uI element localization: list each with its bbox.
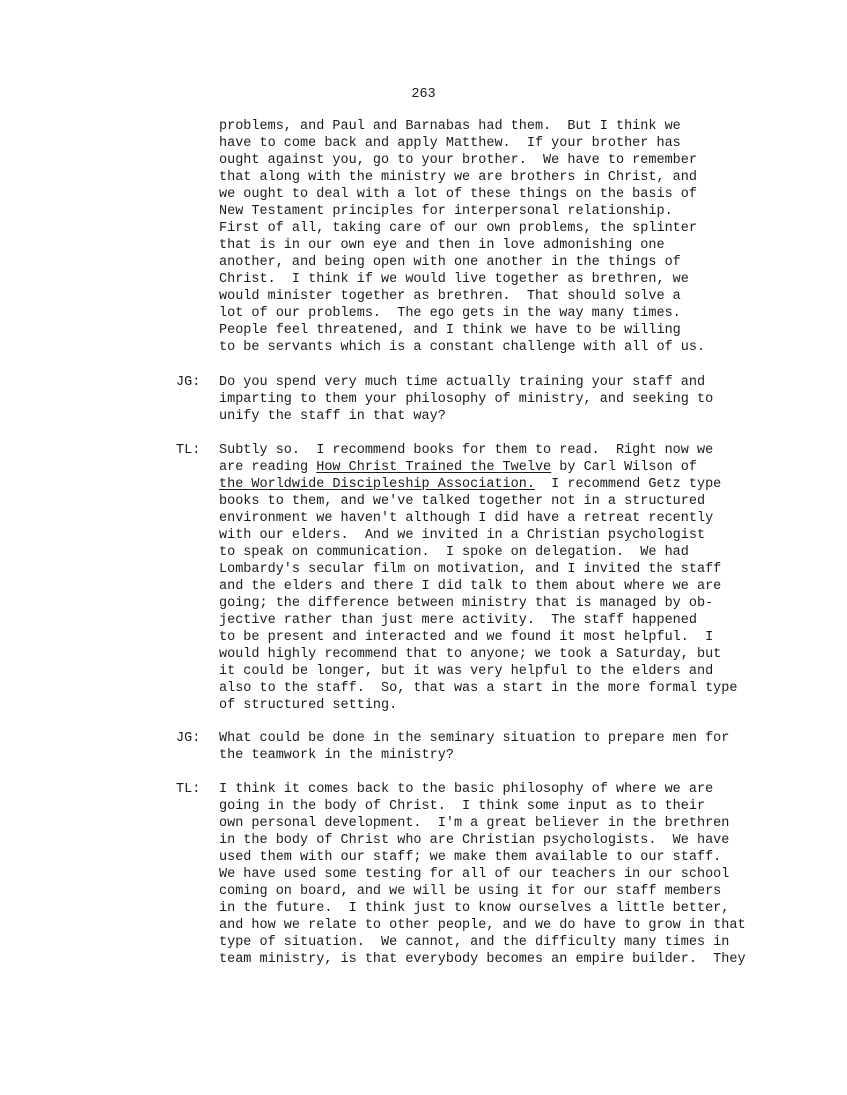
transcript-line: and how we relate to other people, and we do have to grow in that: [219, 918, 746, 933]
transcript-line: the Worldwide Discipleship Association. I recommend Getz type: [219, 477, 722, 492]
transcript-line: lot of our problems. The ego gets in the way many times.: [219, 306, 681, 321]
speaker-label: JG:: [176, 731, 201, 746]
transcript-line: it could be longer, but it was very helpful to the elders and: [219, 664, 714, 679]
speaker-label: TL:: [176, 782, 201, 797]
transcript-line: in the future. I think just to know ourselves a little better,: [219, 901, 730, 916]
transcript-line: to speak on communication. I spoke on delegation. We had: [219, 545, 689, 560]
speaker-label: TL:: [176, 443, 201, 458]
transcript-line: type of situation. We cannot, and the difficulty many times in: [219, 935, 730, 950]
underlined-title: the Worldwide Discipleship Association.: [219, 477, 535, 492]
transcript-line: imparting to them your philosophy of ministry, and seeking to: [219, 392, 714, 407]
transcript-line: jective rather than just mere activity. The staff happened: [219, 613, 697, 628]
transcript-line: problems, and Paul and Barnabas had them. But I think we: [219, 119, 681, 134]
transcript-line: to be present and interacted and we found it most helpful. I: [219, 630, 714, 645]
transcript-line: unify the staff in that way?: [219, 409, 446, 424]
transcript-line: books to them, and we've talked together not in a structured: [219, 494, 706, 509]
transcript-line: would minister together as brethren. That should solve a: [219, 289, 681, 304]
transcript-line: What could be done in the seminary situation to prepare men for: [219, 731, 730, 746]
transcript-line: with our elders. And we invited in a Christian psychologist: [219, 528, 706, 543]
transcript-line: Christ. I think if we would live together as brethren, we: [219, 272, 689, 287]
transcript-line: First of all, taking care of our own problems, the splinter: [219, 221, 697, 236]
transcript-line: own personal development. I'm a great believer in the brethren: [219, 816, 730, 831]
transcript-line: going; the difference between ministry that is managed by ob-: [219, 596, 714, 611]
transcript-line: used them with our staff; we make them available to our staff.: [219, 850, 722, 865]
transcript-line: ought against you, go to your brother. We have to remember: [219, 153, 697, 168]
page-number: 263: [411, 87, 436, 102]
transcript-line: the teamwork in the ministry?: [219, 748, 454, 763]
transcript-line: team ministry, is that everybody becomes an empire builder. They: [219, 952, 746, 967]
transcript-line: I think it comes back to the basic philosophy of where we are: [219, 782, 714, 797]
speaker-label: JG:: [176, 375, 201, 390]
transcript-line: going in the body of Christ. I think some input as to their: [219, 799, 706, 814]
transcript-line: another, and being open with one another in the things of: [219, 255, 681, 270]
transcript-line: Lombardy's secular film on motivation, and I invited the staff: [219, 562, 722, 577]
transcript-line: to be servants which is a constant challenge with all of us.: [219, 340, 706, 355]
transcript-line: Do you spend very much time actually training your staff and: [219, 375, 706, 390]
transcript-line: would highly recommend that to anyone; we took a Saturday, but: [219, 647, 722, 662]
transcript-line: we ought to deal with a lot of these things on the basis of: [219, 187, 697, 202]
transcript-line: that along with the ministry we are brothers in Christ, and: [219, 170, 697, 185]
transcript-line: are reading How Christ Trained the Twelve by Carl Wilson of: [219, 460, 697, 475]
transcript-line: environment we haven't although I did have a retreat recently: [219, 511, 714, 526]
transcript-line: coming on board, and we will be using it for our staff members: [219, 884, 722, 899]
transcript-line: New Testament principles for interpersonal relationship.: [219, 204, 673, 219]
underlined-title: How Christ Trained the Twelve: [316, 460, 552, 475]
transcript-line: also to the staff. So, that was a start in the more formal type: [219, 681, 738, 696]
transcript-line: of structured setting.: [219, 698, 398, 713]
transcript-line: in the body of Christ who are Christian psychologists. We have: [219, 833, 730, 848]
transcript-line: have to come back and apply Matthew. If your brother has: [219, 136, 681, 151]
transcript-line: We have used some testing for all of our teachers in our school: [219, 867, 730, 882]
transcript-line: People feel threatened, and I think we have to be willing: [219, 323, 681, 338]
transcript-line: Subtly so. I recommend books for them to read. Right now we: [219, 443, 714, 458]
transcript-line: that is in our own eye and then in love admonishing one: [219, 238, 665, 253]
transcript-line: and the elders and there I did talk to them about where we are: [219, 579, 722, 594]
